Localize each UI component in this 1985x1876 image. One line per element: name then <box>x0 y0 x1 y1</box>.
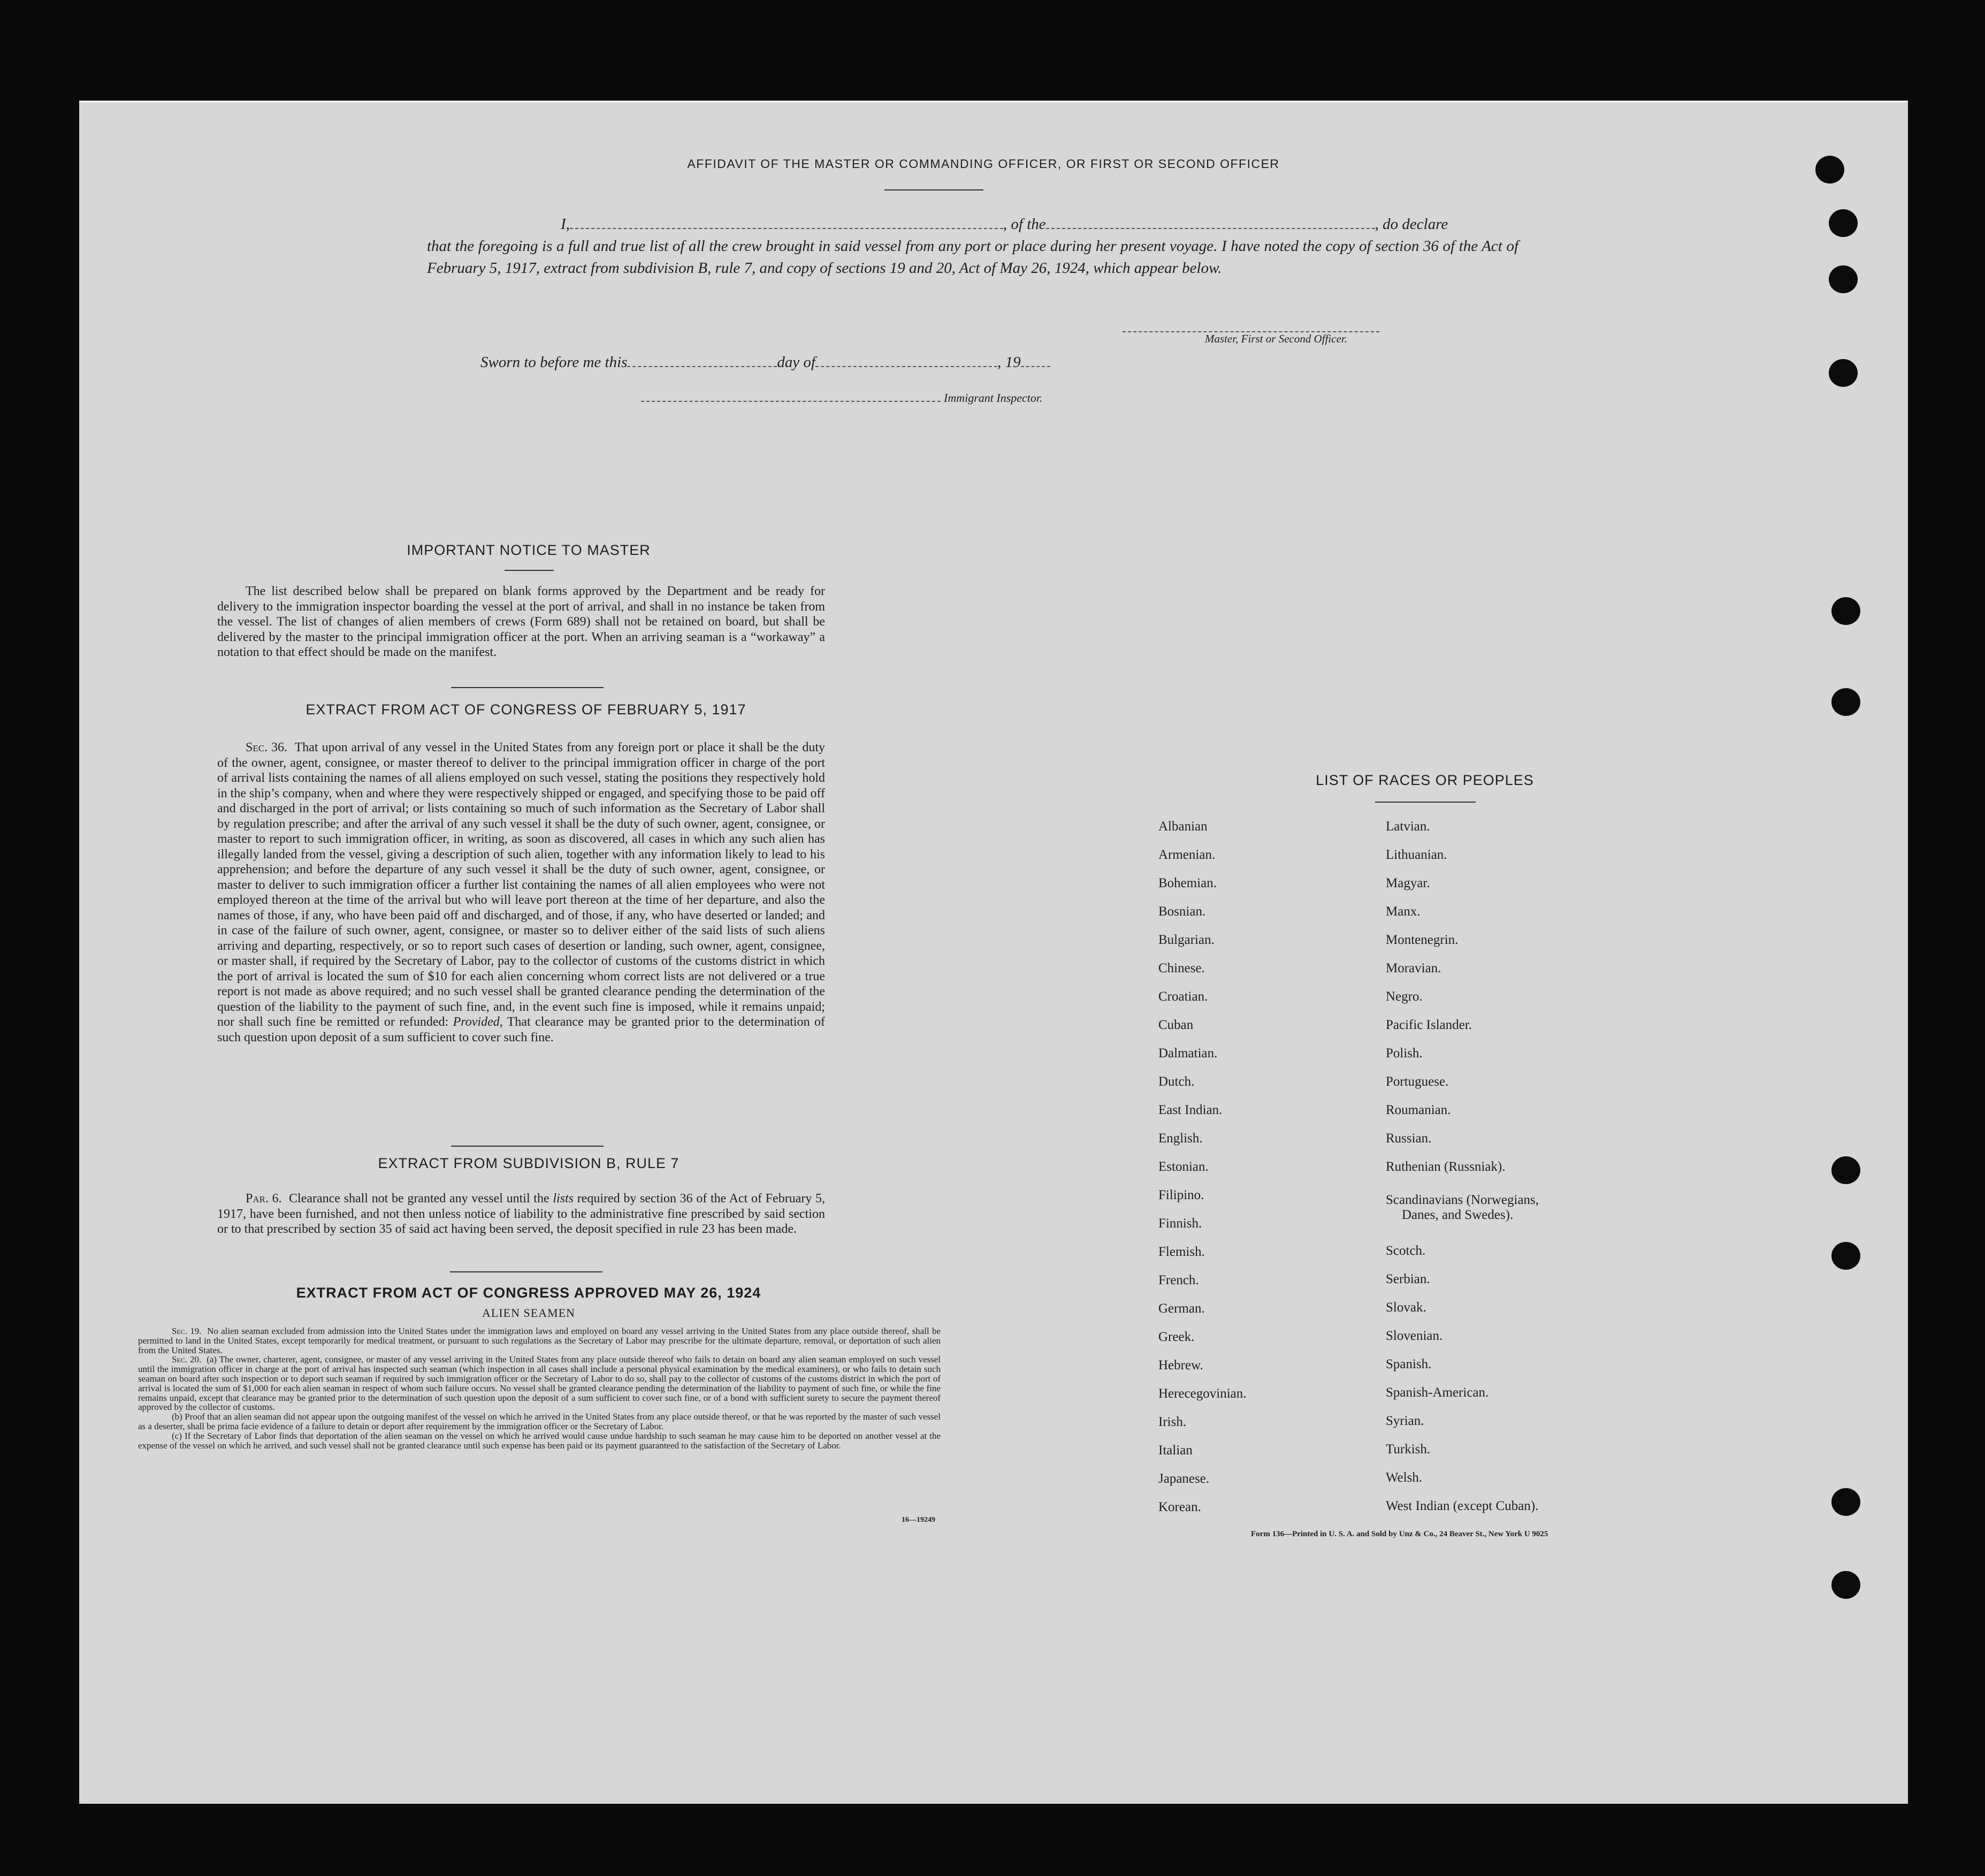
sec-19-label: Sec. 19. <box>172 1326 202 1336</box>
binder-hole <box>1831 597 1860 625</box>
race-item: Cuban <box>1158 1018 1194 1032</box>
affidavit-declaration <box>427 213 1518 279</box>
races-title: LIST OF RACES OR PEOPLES <box>1316 772 1534 788</box>
race-item: Irish. <box>1158 1415 1187 1429</box>
sworn-label: Sworn to before me this <box>480 354 628 371</box>
race-item: Scotch. <box>1386 1244 1426 1258</box>
extract-rule7-text <box>217 1191 825 1237</box>
binder-hole <box>1829 359 1858 387</box>
rule7-text-a: Clearance shall not be granted any vessel until the <box>289 1192 549 1206</box>
race-item: Montenegrin. <box>1386 933 1459 947</box>
race-item: Greek. <box>1158 1330 1195 1344</box>
race-item: Welsh. <box>1386 1470 1423 1485</box>
race-item: Slovenian. <box>1386 1329 1443 1343</box>
race-item: Albanian <box>1158 819 1208 834</box>
extract-rule7-title: EXTRACT FROM SUBDIVISION B, RULE 7 <box>378 1155 680 1171</box>
race-item: Roumanian. <box>1386 1103 1451 1117</box>
race-item: Japanese. <box>1158 1471 1210 1486</box>
binder-hole <box>1831 688 1860 716</box>
race-item: Spanish-American. <box>1386 1385 1489 1400</box>
signature-caption: Master, First or Second Officer. <box>1205 332 1347 345</box>
race-item: Dalmatian. <box>1158 1046 1218 1061</box>
sec-20-label: Sec. 20. <box>172 1354 202 1365</box>
vessel-blank[interactable] <box>1046 228 1375 229</box>
race-item: Korean. <box>1158 1500 1201 1514</box>
binder-hole <box>1831 1156 1860 1184</box>
race-item: Slovak. <box>1386 1300 1426 1315</box>
race-item: Armenian. <box>1158 848 1216 862</box>
day-blank[interactable] <box>627 366 777 367</box>
race-item: Filipino. <box>1158 1188 1204 1202</box>
extract-1924-text <box>138 1326 941 1450</box>
race-item: Bulgarian. <box>1158 933 1215 947</box>
sec-20b-paragraph: (b) Proof that an alien seaman did not appear upon the outgoing manifest of the vessel on which he arrived in the United States from any place outside thereof, or that he was reported by the master of such vessel as a deserter, shall be prima facie evidence of a failure to detain or deport after requirement by the immigration officer or the Secretary of Labor. <box>138 1412 941 1431</box>
race-item: Lithuanian. <box>1386 848 1447 862</box>
extract-1924-subtitle: ALIEN SEAMEN <box>482 1306 575 1320</box>
lists-word: lists <box>553 1192 574 1206</box>
name-blank[interactable] <box>570 228 1003 229</box>
notice-title: IMPORTANT NOTICE TO MASTER <box>407 542 651 558</box>
form-code: 16—19249 <box>902 1516 935 1524</box>
race-item: Latvian. <box>1386 819 1430 834</box>
race-item: Serbian. <box>1386 1272 1430 1286</box>
par-6-label: Par. 6. <box>246 1192 282 1206</box>
provided-word: Provided, <box>453 1015 503 1029</box>
form-footer: Form 136—Printed in U. S. A. and Sold by Unz & Co., 24 Beaver St., New York U 9025 <box>1251 1530 1548 1538</box>
race-item: Bosnian. <box>1158 904 1206 919</box>
section-rule <box>451 1146 604 1147</box>
inspector-caption: Immigrant Inspector. <box>944 391 1043 405</box>
sec-20c-paragraph: (c) If the Secretary of Labor finds that deportation of the alien seaman on the vessel on which he arrived would cause undue hardship to such seaman he may cause him to be deported on another vessel at the expense of the vessel on which he arrived, and such vessel shall not be granted clearance until such expense has been paid or its payment guaranteed to the satisfaction of the Secretary of Labor. <box>138 1430 941 1451</box>
section-rule <box>451 687 604 688</box>
binder-hole <box>1829 265 1858 293</box>
i-label: I, <box>561 216 570 233</box>
race-item: Chinese. <box>1158 961 1205 975</box>
race-item: English. <box>1158 1131 1203 1146</box>
race-item: Estonian. <box>1158 1160 1209 1174</box>
race-item: Negro. <box>1386 989 1423 1004</box>
sec-36-label: Sec. 36. <box>246 741 288 754</box>
extract-1924-title: EXTRACT FROM ACT OF CONGRESS APPROVED MAY 26, 1924 <box>296 1285 761 1301</box>
race-item: East Indian. <box>1158 1103 1223 1117</box>
section-rule <box>450 1271 602 1272</box>
race-item: Bohemian. <box>1158 876 1217 890</box>
race-item: French. <box>1158 1273 1199 1287</box>
inspector-blank[interactable] <box>641 401 941 402</box>
race-item: Finnish. <box>1158 1216 1202 1231</box>
binder-hole <box>1831 1571 1860 1599</box>
race-item: Manx. <box>1386 904 1421 919</box>
notice-rule <box>505 570 554 571</box>
binder-hole <box>1829 209 1858 237</box>
sec-19-paragraph <box>138 1326 941 1355</box>
race-item: Croatian. <box>1158 989 1208 1004</box>
declaration-text: that the foregoing is a full and true list of all the crew brought in said vessel from any port or place during her present voyage. I have noted the copy of section 36 of the Act of February 5, 1917, extract from subdivision B, rule 7, and copy of sections 19 and 20, Act of May 26, 1924, which appear below. <box>427 238 1518 277</box>
race-item: Russian. <box>1386 1131 1432 1146</box>
race-item: Danes, and Swedes). <box>1402 1208 1514 1222</box>
form-page <box>79 101 1908 1804</box>
of-the-label: , of the <box>1003 216 1046 233</box>
month-blank[interactable] <box>815 366 997 367</box>
year-label: , 19 <box>997 354 1021 371</box>
sec-20a-text: (a) The owner, charterer, agent, consignee, or master of any vessel arriving in the United States from any place outside thereof who fails to detain on board any alien seaman employed on such vessel until the immigration officer in charge at the port of arrival has inspected such seaman (which inspection in all cases shall include a personal physical examination by the medical examiners), or who fails to detain such seaman on board after such inspection or to deport such seaman if required by such immigration officer or the Secretary of Labor to do so, shall pay to the collector of customs of the customs district in which the port of arrival is located the sum of $1,000 for each alien seaman in respect of whom such failure occurs. No vessel shall be granted clearance pending the determination of the liability to payment of such fine, or while the fine remains unpaid, except that clearance may be granted prior to the determination of such question upon the deposit of a sum sufficient to cover such fine, or of a bond with sufficient surety to secure the payment thereof approved by the collector of customs. <box>138 1354 941 1413</box>
inspector-line <box>641 391 1043 405</box>
binder-hole <box>1831 1488 1860 1516</box>
sec-20a-paragraph <box>138 1355 941 1412</box>
race-item: Italian <box>1158 1443 1193 1458</box>
race-item: Pacific Islander. <box>1386 1018 1472 1032</box>
race-item: Moravian. <box>1386 961 1441 975</box>
sec-19-text: No alien seaman excluded from admission into the United States under the immigration laws and employed on board any vessel arriving in the United States from any place outside thereof, shall be permitted to land in the United States, except temporarily for medical treatment, or pursuant to such regulations as the Secretary of Labor may prescribe for the ultimate departure, removal, or deportation of such alien from the United States. <box>138 1326 941 1355</box>
sworn-line <box>480 354 1050 371</box>
race-item: Herecegovinian. <box>1158 1386 1247 1401</box>
year-blank[interactable] <box>1021 366 1050 367</box>
sec-36-end: That clearance may be granted prior to the determination of such question upon deposit of a sum sufficient to cover such fine. <box>217 1015 825 1044</box>
race-item: Hebrew. <box>1158 1358 1203 1372</box>
race-item: Scandinavians (Norwegians, <box>1386 1193 1539 1207</box>
race-item: German. <box>1158 1301 1205 1316</box>
race-item: Spanish. <box>1386 1357 1432 1371</box>
binder-hole <box>1815 156 1844 184</box>
title-rule <box>884 189 983 190</box>
race-item: Ruthenian (Russniak). <box>1386 1160 1506 1174</box>
race-item: Syrian. <box>1386 1414 1424 1428</box>
race-item: Magyar. <box>1386 876 1430 890</box>
affidavit-title: AFFIDAVIT OF THE MASTER OR COMMANDING OFFICER, OR FIRST OR SECOND OFFICER <box>687 157 1280 171</box>
race-item: Portuguese. <box>1386 1074 1449 1089</box>
day-of-label: day of <box>777 354 816 371</box>
race-item: Dutch. <box>1158 1074 1195 1089</box>
extract-1917-text <box>217 740 825 1045</box>
extract-1917-title: EXTRACT FROM ACT OF CONGRESS OF FEBRUARY 5, 1917 <box>306 701 746 718</box>
race-item: Polish. <box>1386 1046 1423 1061</box>
rule7-text-b: required by section 36 of the Act of February 5, 1917, have been furnished, and not then unless notice of liability to the administrative fine prescribed by said section or to that prescribed by section 35 of said act having been served, the deposit specified in rule 23 has been made. <box>217 1192 826 1236</box>
race-item: West Indian (except Cuban). <box>1386 1499 1539 1513</box>
do-declare-label: , do declare <box>1375 216 1448 233</box>
binder-hole <box>1831 1242 1860 1270</box>
race-item: Turkish. <box>1386 1442 1431 1456</box>
races-rule <box>1375 802 1476 803</box>
race-item: Flemish. <box>1158 1245 1205 1259</box>
sec-36-body: That upon arrival of any vessel in the United States from any foreign port or place it shall be the duty of the owner, agent, consignee, or master thereof to deliver to the principal immigration officer in charge of the port of arrival lists containing the names of all aliens employed on such vessel, stating the positions they respectively hold in the ship’s company, when and where they were respectively shipped or engaged, and specifying those to be paid off and discharged in the port of arrival; or lists containing so much of such information as the Secretary of Labor shall by regulation prescribe; and after the arrival of any such vessel it shall be the duty of such owner, agent, consignee, or master to report to such immigration officer, in writing, as soon as discovered, all cases in which any such alien has illegally landed from the vessel, giving a description of such alien, together with any information likely to lead to his apprehension; and before the departure of any such vessel it shall be the duty of such owner, agent, consignee, or master to deliver to such immigration officer a further list containing the names of all alien employees who were not employed thereon at the time of the arrival but who will leave port thereon at the time of her departure, and also the names of those, if any, who have been paid off and discharged, and of those, if any, who have deserted or landed; and in case of the failure of such owner, agent, consignee, or master so to deliver either of the said lists of such aliens arriving and departing, respectively, or so to report such cases of desertion or landing, such owner, agent, consignee, or master shall, if required by the Secretary of Labor, pay to the collector of customs of the customs district in which the port of arrival is located the sum of $10 for each alien concerning whom correct lists are not delivered or a true report is not made as above required; and no such vessel shall be granted clearance pending the determination of the question of the liability to the payment of such fine, and, in the event such fine is imposed, while it remains unpaid; nor shall such fine be remitted or refunded: <box>217 741 826 1029</box>
notice-text: The list described below shall be prepared on blank forms approved by the Department and be ready for delivery to the immigration inspector boarding the vessel at the port of arrival, and shall in no instance be taken from the vessel. The list of changes of alien members of crews (Form 689) shall not be retained on board, but shall be delivered by the master to the principal immigration officer at the port. When an arriving seaman is a “workaway” a notation to that effect should be made on the manifest. <box>217 584 825 659</box>
